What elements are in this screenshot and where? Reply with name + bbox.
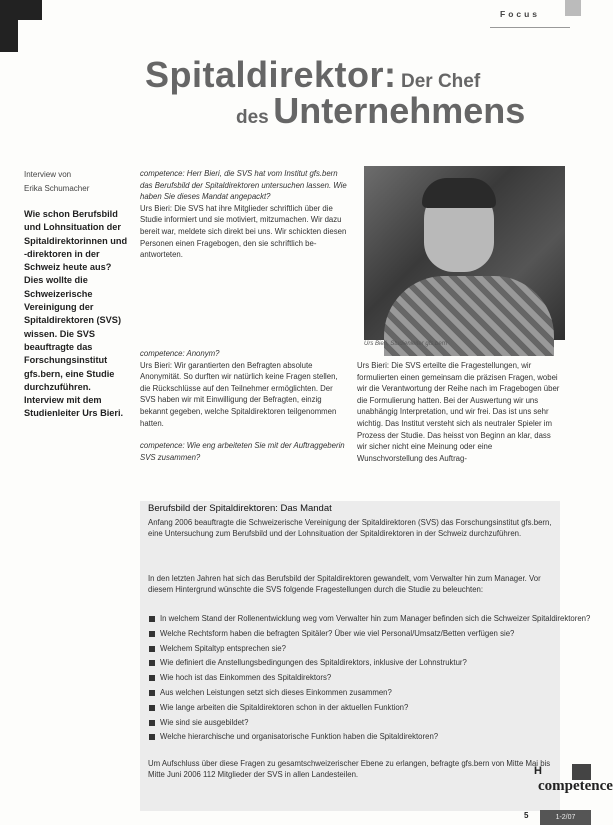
- byline-label: Interview von: [24, 170, 72, 179]
- section-header: [490, 0, 591, 26]
- corner-mark: [0, 0, 42, 52]
- photo-hair: [422, 178, 496, 208]
- list-item: Welchem Spitaltyp entsprechen sie?: [148, 642, 558, 657]
- header-rule: [490, 27, 570, 28]
- column-2-top: [140, 168, 350, 261]
- portrait-photo: [364, 166, 565, 340]
- column-3: [357, 360, 560, 464]
- answer-2: Urs Bieri: Wir garantierten den Befragten absolute Anonymität. So durften wir natürlich keine Fragen stellen, die Rückschlüsse auf den Teilnehmer ermöglichten. Der SVS haben wir mit Einwilligung der Befragten, einzig bekannt gegeben, welche Spitaldirektoren teilgenommen hatten.: [140, 360, 338, 428]
- list-item: In welchem Stand der Rollenentwicklung weg vom Verwalter hin zum Manager befinden sich die Schweizer Spitaldirektoren?: [148, 612, 558, 627]
- byline-author: Erika Schumacher: [24, 184, 90, 193]
- page-number: 5: [524, 811, 529, 820]
- info-box-title: Berufsbild der Spitaldirektoren: Das Mandat: [148, 503, 332, 514]
- info-box-intro: Anfang 2006 beauftragte die Schweizerische Vereinigung der Spitaldirektoren (SVS) das Forschungsinstitut gfs.bern, eine Untersuchung zum Berufsbild und der Lohnsituation der Spitaldirektoren in der Schweiz durchzuführen.: [148, 518, 552, 539]
- magazine-logo: [534, 764, 613, 825]
- logo-h: H: [534, 765, 542, 777]
- question-2: competence: Anonym?: [140, 349, 220, 358]
- headline-article: des: [236, 107, 269, 128]
- column-2-bottom: [140, 348, 350, 463]
- list-item: Wie definiert die Anstellungsbedingungen des Spitaldirektors, inklusive der Lohnstruktur?: [148, 656, 558, 671]
- list-item: Wie hoch ist das Einkommen des Spitaldirektors?: [148, 671, 558, 686]
- headline-line-2: [236, 90, 525, 132]
- list-item: Welche Rechtsform haben die befragten Spitäler? Über wie viel Personal/Umsatz/Betten verfügen sie?: [148, 627, 558, 642]
- list-item: Wie sind sie ausgebildet?: [148, 716, 558, 731]
- list-item: Welche hierarchische und organisatorische Funktion haben die Spitaldirektoren?: [148, 730, 558, 745]
- list-item: Wie lange arbeiten die Spitaldirektoren schon in der aktuellen Funktion?: [148, 701, 558, 716]
- info-box-outro: Um Aufschluss über diese Fragen zu gesamtschweizerischer Ebene zu erlangen, befragte gfs.bern von Mitte Mai bis Mitte Juni 2006 112 Mitglieder der SVS in allen Landesteilen.: [148, 759, 551, 780]
- section-label: Focus: [500, 9, 541, 19]
- photo-caption: Urs Bieri, Studienleiter gfs.bern: [364, 341, 448, 347]
- headline-main: Spitaldirektor:: [145, 54, 397, 95]
- answer-1: Urs Bieri: Die SVS hat ihre Mitglieder schriftlich über die Studie informiert und sie motiviert, mitzumachen. Wir dazu bereit war, meldete sich direkt bei uns. Wir schickten diesen Personen einen Fragebogen, den sie schriftlich beantworteten.: [140, 203, 347, 260]
- answer-3: Urs Bieri: Die SVS erteilte die Fragestellungen, wir formulierten einen gemeinsam die präzisen Fragen, wobei wir die Verantwortung der Reihe nach im Fragebogen über die Formulierung hatten. Bei der Auswertung wir uns unabhängig Interpretation, und wir frei. Das ist uns sehr wichtig. Das Institut versteht sich als neutraler Spieler im Prozess der Studie. Das heisst von Beginn an klar, dass wir sicher nicht eine Meinung oder eine Wunschvorstellung des Auftrag-: [357, 361, 560, 463]
- headline-sub: Der Chef: [401, 71, 481, 92]
- info-box-context: In den letzten Jahren hat sich das Berufsbild der Spitaldirektoren gewandelt, vom Verwalter hin zum Manager. Vor diesem Hintergrund wünschte die SVS folgende Fragestellungen durch die Studie zu beleuchten:: [148, 574, 541, 595]
- issue-badge: 1-2/07: [540, 810, 591, 825]
- logo-word: competence: [538, 778, 613, 794]
- headline-main-2: Unternehmens: [273, 90, 526, 131]
- question-3: competence: Wie eng arbeiteten Sie mit der Auftraggeberin SVS zusammen?: [140, 441, 345, 462]
- list-item: Aus welchen Leistungen setzt sich dieses Einkommen zusammen?: [148, 686, 558, 701]
- question-list: [148, 612, 591, 745]
- byline: [24, 168, 89, 196]
- lead-paragraph: Wie schon Berufsbild und Lohnsituation der Spitaldirektorinnen und -direktoren in der Schweiz heute aus? Dies wollte die Schweizerische Vereinigung der Spitaldirektoren (SVS) wissen. Die SVS beauftragte das Forschungsinstitut gfs.bern, eine Studie durchzuführen. Interview mit dem Studienleiter Urs Bieri.: [24, 209, 128, 419]
- question-1: competence: Herr Bieri, die SVS hat vom Institut gfs.bern das Berufsbild der Spitaldirektoren untersuchen lassen. Wie haben Sie dieses Mandat angepackt?: [140, 169, 347, 202]
- header-tab: [565, 0, 581, 16]
